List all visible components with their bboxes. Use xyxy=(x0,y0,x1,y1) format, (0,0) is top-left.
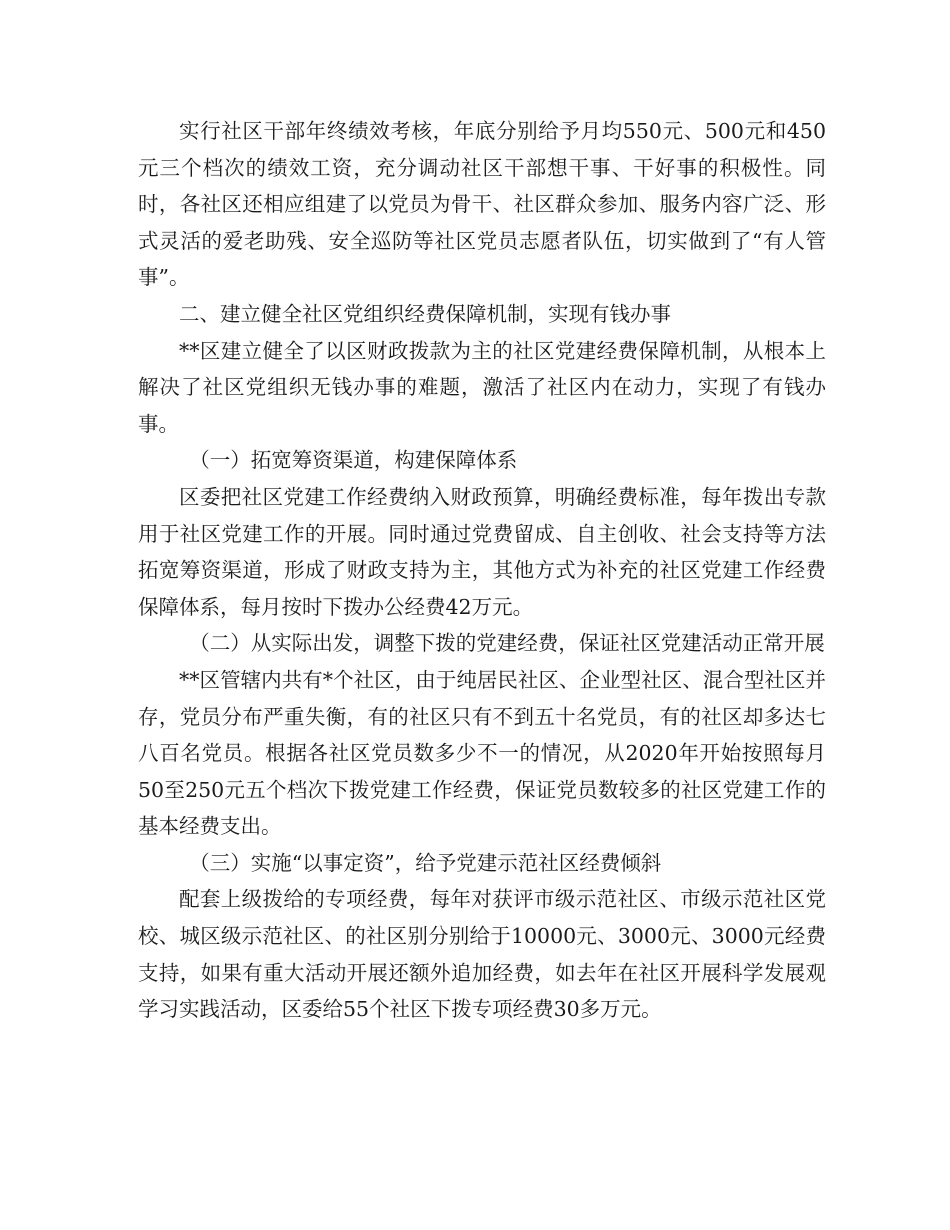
document-page xyxy=(138,113,826,1028)
paragraph-adjust-funding: **区管辖内共有*个社区，由于纯居民社区、企业型社区、混合型社区并存，党员分布严重失衡，有的社区只有不到五十名党员，有的社区却多达七八百名党员。根据各社区党员数多少不一的情况，从2020年开始按照每月50至250元五个档次下拨党建工作经费，保证党员数较多的社区党建工作的基本经费支出。 xyxy=(138,667,826,839)
subheading-fundraising-channels: （一）拓宽筹资渠道，构建保障体系 xyxy=(189,448,518,473)
paragraph-fundraising-channels: 区委把社区党建工作经费纳入财政预算，明确经费标准，每年拨出专款用于社区党建工作的开展。同时通过党费留成、自主创收、社会支持等方法拓宽筹资渠道，形成了财政支持为主，其他方式为补充的社区党建工作经费保障体系，每月按时下拨办公经费42万元。 xyxy=(138,484,826,619)
paragraph-model-community-funding: 配套上级拨给的专项经费，每年对获评市级示范社区、市级示范社区党校、城区级示范社区、的社区别分别给于10000元、3000元、3000元经费支持，如果有重大活动开展还额外追加经费，如去年在社区开展科学发展观学习实践活动，区委给55个社区下拨专项经费30多万元。 xyxy=(138,887,826,1022)
subheading-model-community-funding: （三）实施“以事定资”，给予党建示范社区经费倾斜 xyxy=(189,850,662,875)
paragraph-performance-assessment: 实行社区干部年终绩效考核，年底分别给予月均550元、500元和450元三个档次的绩效工资，充分调动社区干部想干事、干好事的积极性。同时，各社区还相应组建了以党员为骨干、社区群众参加、服务内容广泛、形式灵活的爱老助残、安全巡防等社区党员志愿者队伍，切实做到了“有人管事”。 xyxy=(138,119,826,290)
paragraph-funding-mechanism-intro: **区建立健全了以区财政拨款为主的社区党建经费保障机制，从根本上解决了社区党组织无钱办事的难题，激活了社区内在动力，实现了有钱办事。 xyxy=(138,338,826,436)
section-heading-funding-mechanism: 二、建立健全社区党组织经费保障机制，实现有钱办事 xyxy=(179,301,671,326)
subheading-adjust-funding: （二）从实际出发，调整下拨的党建经费，保证社区党建活动正常开展 xyxy=(189,631,825,656)
